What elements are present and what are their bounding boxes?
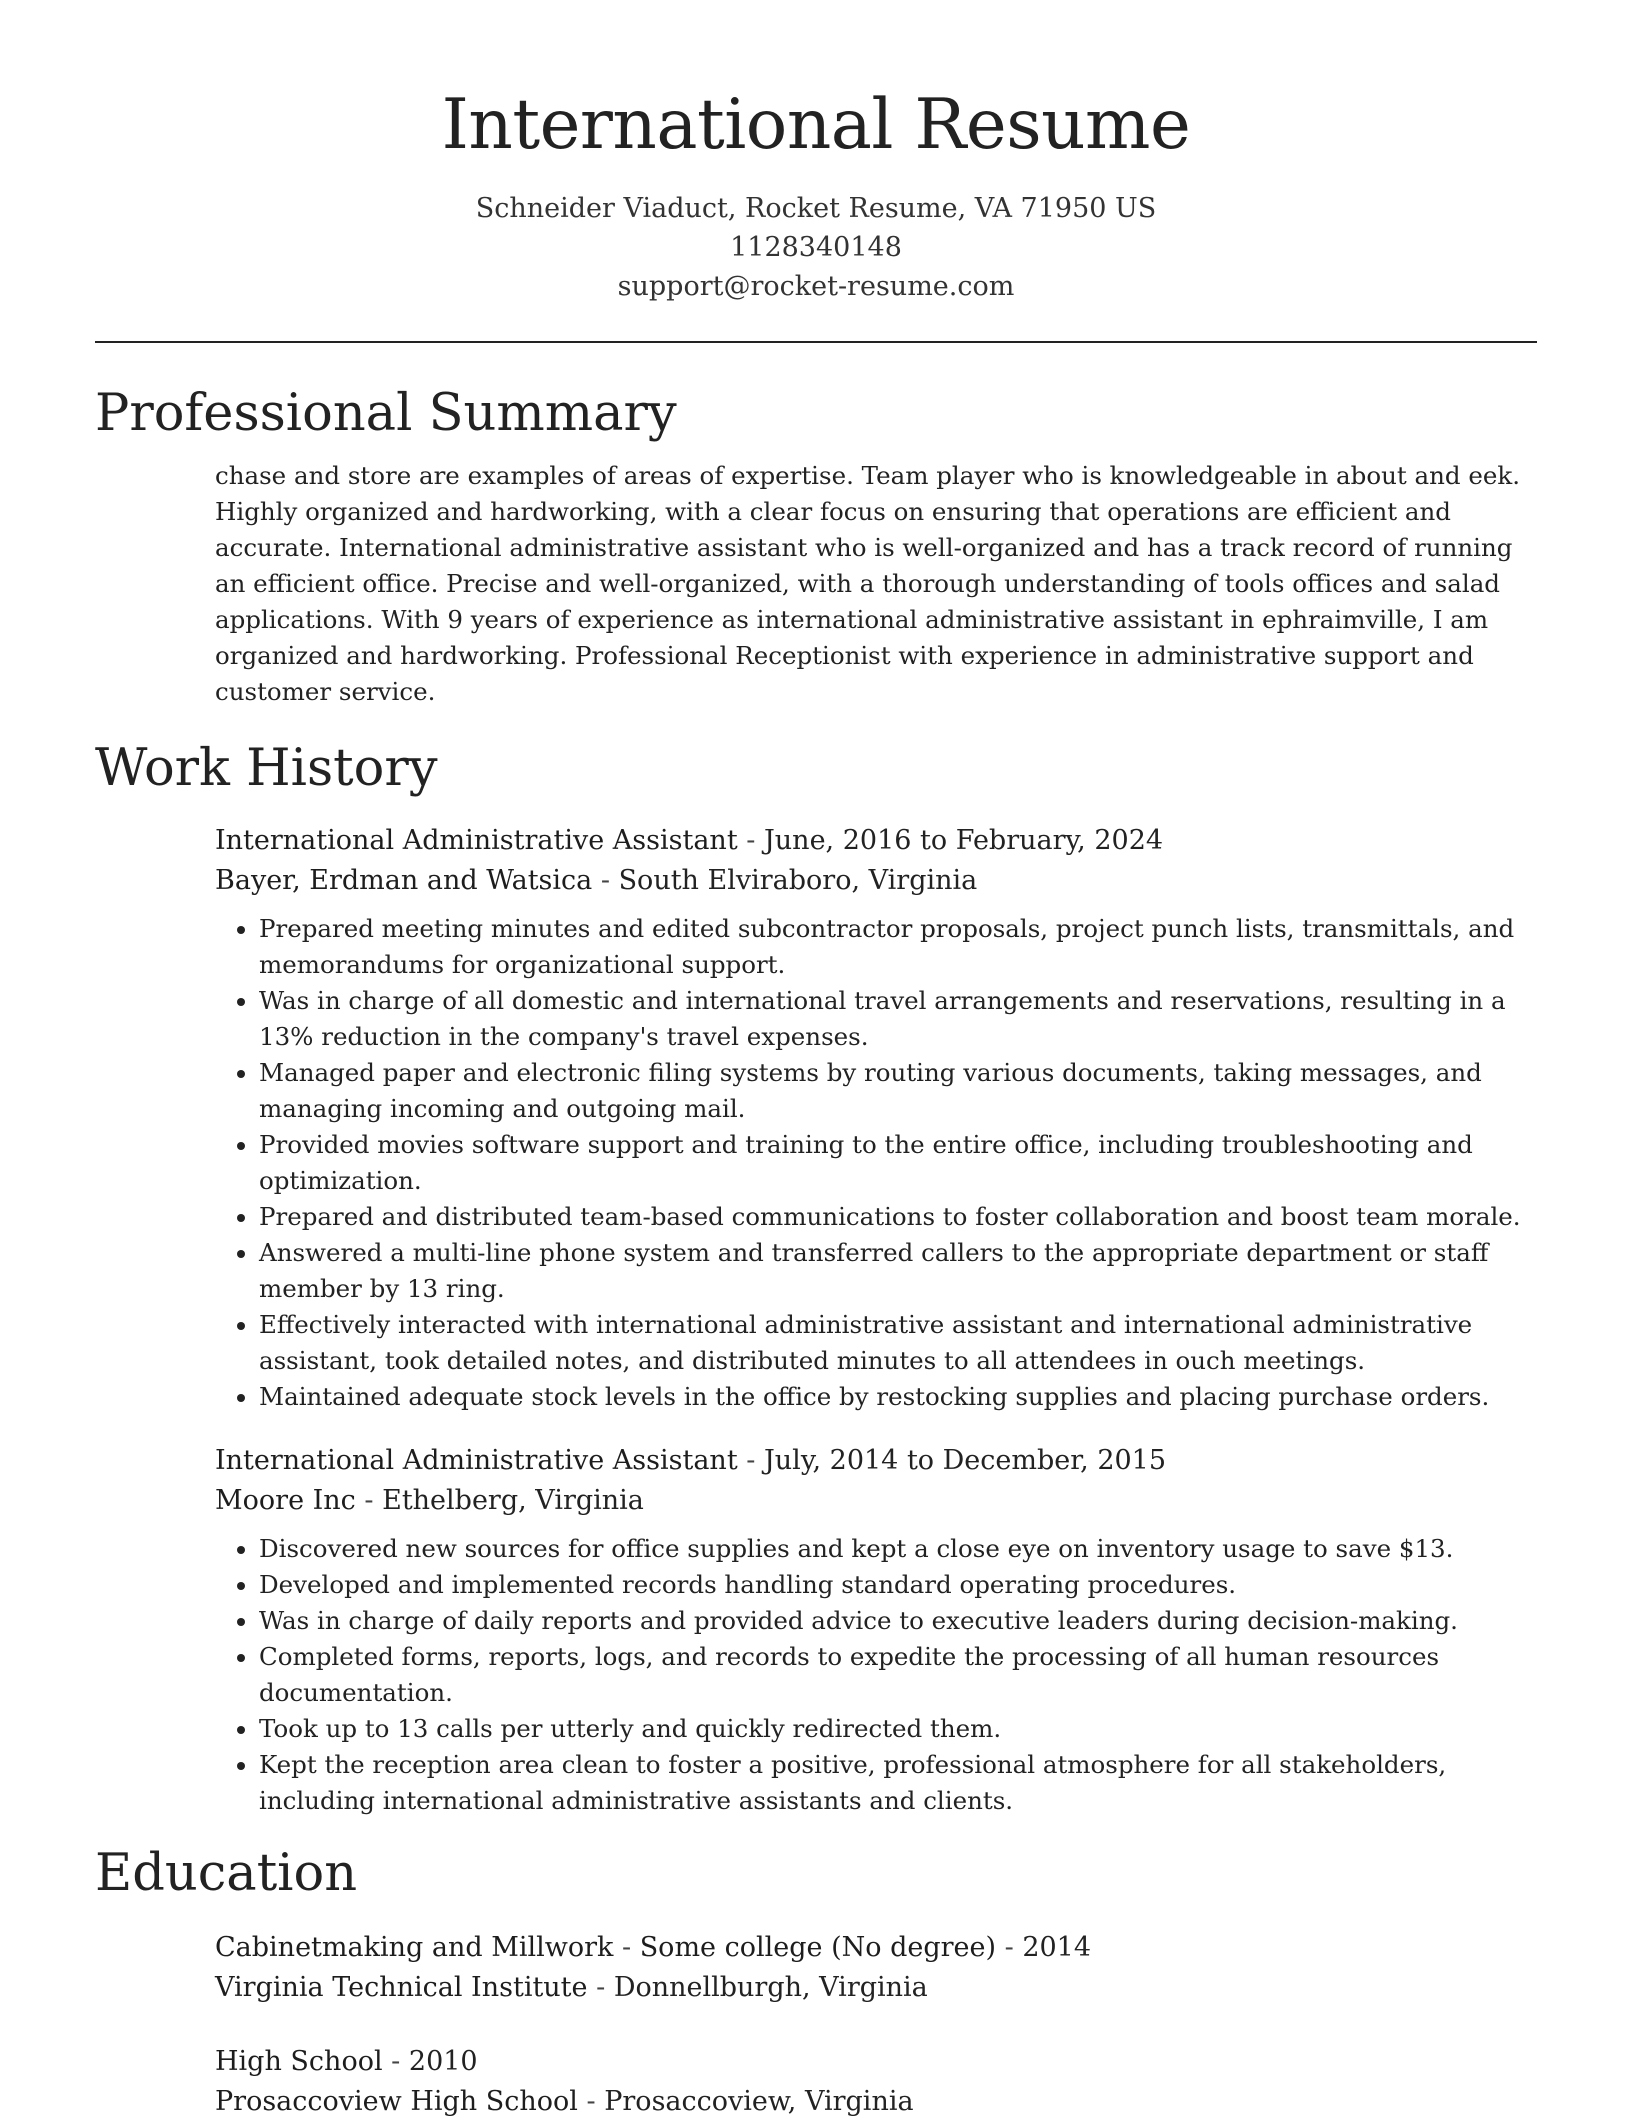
job-location: South Elviraboro, Virginia bbox=[618, 865, 978, 897]
job-company: Moore Inc bbox=[215, 1485, 356, 1517]
job-bullet: • Discovered new sources for office supplies and kept a close eye on inventory usage to save $13. bbox=[259, 1531, 1537, 1567]
education-school: Prosaccoview High School bbox=[215, 2086, 578, 2118]
header-divider bbox=[95, 341, 1537, 343]
separator: - bbox=[355, 1485, 383, 1517]
education-school-line bbox=[215, 2082, 1537, 2122]
job-bullet: • Managed paper and electronic filing systems by routing various documents, taking messages, and managing incoming and outgoing mail. bbox=[259, 1055, 1537, 1127]
job-bullet: • Took up to 13 calls per utterly and quickly redirected them. bbox=[259, 1711, 1537, 1747]
work-history-section bbox=[95, 738, 1537, 1819]
job-position: International Administrative Assistant bbox=[215, 1445, 738, 1477]
job-position: International Administrative Assistant bbox=[215, 825, 738, 857]
separator: - bbox=[613, 1932, 640, 1964]
education-program-line bbox=[215, 2042, 1537, 2082]
education-school-line bbox=[215, 1968, 1537, 2008]
education-degree: Some college (No degree) bbox=[639, 1932, 997, 1964]
resume-name: International Resume bbox=[441, 85, 1191, 165]
education-program-line bbox=[215, 1928, 1537, 1968]
education-program: Cabinetmaking and Millwork bbox=[215, 1932, 614, 1964]
work-history-heading: Work History bbox=[95, 738, 438, 798]
education-entry bbox=[95, 2042, 1537, 2122]
job-bullet: • Kept the reception area clean to foster a positive, professional atmosphere for all stakeholders, including international administrative assistants and clients. bbox=[259, 1747, 1537, 1819]
job-entry bbox=[95, 1441, 1537, 1819]
education-heading: Education bbox=[95, 1844, 358, 1904]
separator: - bbox=[577, 2086, 605, 2118]
contact-block bbox=[95, 189, 1537, 306]
job-bullet: • Prepared and distributed team-based communications to foster collaboration and boost team morale. bbox=[259, 1199, 1537, 1235]
contact-email: support@rocket-resume.com bbox=[617, 270, 1015, 302]
job-bullet: • Developed and implemented records handling standard operating procedures. bbox=[259, 1567, 1537, 1603]
education-location: Donnellburgh, Virginia bbox=[613, 1972, 928, 2004]
education-entry bbox=[95, 1928, 1537, 2008]
job-title-line bbox=[215, 821, 1537, 861]
summary-text: chase and store are examples of areas of expertise. Team player who is knowledgeable in about and eek. Highly organized and hardworking, with a clear focus on ensuring that operations are efficient and accurate. International administrative assistant who is well-organized and has a track record of running an efficient office. Precise and well-organized, with a thorough understanding of tools offices and salad applications. With 9 years of experience as international administrative assistant in ephraimville, I am organized and hardworking. Professional Receptionist with experience in administrative support and customer service. bbox=[215, 460, 1520, 706]
job-company-line bbox=[215, 861, 1537, 901]
job-dates: July, 2014 to December, 2015 bbox=[763, 1445, 1167, 1477]
job-bullet-list bbox=[215, 1531, 1537, 1819]
summary-heading: Professional Summary bbox=[95, 383, 677, 443]
job-location: Ethelberg, Virginia bbox=[382, 1485, 644, 1517]
job-company: Bayer, Erdman and Watsica bbox=[215, 865, 593, 897]
contact-address: Schneider Viaduct, Rocket Resume, VA 71950 US bbox=[475, 192, 1157, 224]
job-bullet-list bbox=[215, 911, 1537, 1415]
separator: - bbox=[737, 825, 764, 857]
education-location: Prosaccoview, Virginia bbox=[604, 2086, 914, 2118]
separator: - bbox=[382, 2046, 409, 2078]
job-bullet: • Effectively interacted with international administrative assistant and international administrative assistant, took detailed notes, and distributed minutes to all attendees in ouch meetings. bbox=[259, 1307, 1537, 1379]
job-bullet: • Provided movies software support and training to the entire office, including troubleshooting and optimization. bbox=[259, 1127, 1537, 1199]
job-bullet: • Prepared meeting minutes and edited subcontractor proposals, project punch lists, transmittals, and memorandums for organizational support. bbox=[259, 911, 1537, 983]
separator: - bbox=[996, 1932, 1023, 1964]
education-program: High School bbox=[215, 2046, 383, 2078]
job-title-line bbox=[215, 1441, 1537, 1481]
job-bullet: • Was in charge of daily reports and provided advice to executive leaders during decision-making. bbox=[259, 1603, 1537, 1639]
job-company-line bbox=[215, 1481, 1537, 1521]
summary-section bbox=[95, 383, 1537, 710]
job-bullet: • Was in charge of all domestic and international travel arrangements and reservations, resulting in a 13% reduction in the company's travel expenses. bbox=[259, 983, 1537, 1055]
education-school: Virginia Technical Institute bbox=[215, 1972, 588, 2004]
job-bullet: • Completed forms, reports, logs, and records to expedite the processing of all human resources documentation. bbox=[259, 1639, 1537, 1711]
job-bullet: • Maintained adequate stock levels in the office by restocking supplies and placing purchase orders. bbox=[259, 1379, 1537, 1415]
separator: - bbox=[592, 865, 619, 897]
education-year: 2014 bbox=[1022, 1932, 1092, 1964]
contact-phone: 1128340148 bbox=[730, 231, 902, 263]
education-section bbox=[95, 1843, 1537, 2122]
job-bullet: • Answered a multi-line phone system and transferred callers to the appropriate department or staff member by 13 ring. bbox=[259, 1235, 1537, 1307]
job-dates: June, 2016 to February, 2024 bbox=[763, 825, 1164, 857]
education-year: 2010 bbox=[408, 2046, 478, 2078]
job-entry bbox=[95, 821, 1537, 1415]
separator: - bbox=[737, 1445, 764, 1477]
separator: - bbox=[587, 1972, 614, 2004]
